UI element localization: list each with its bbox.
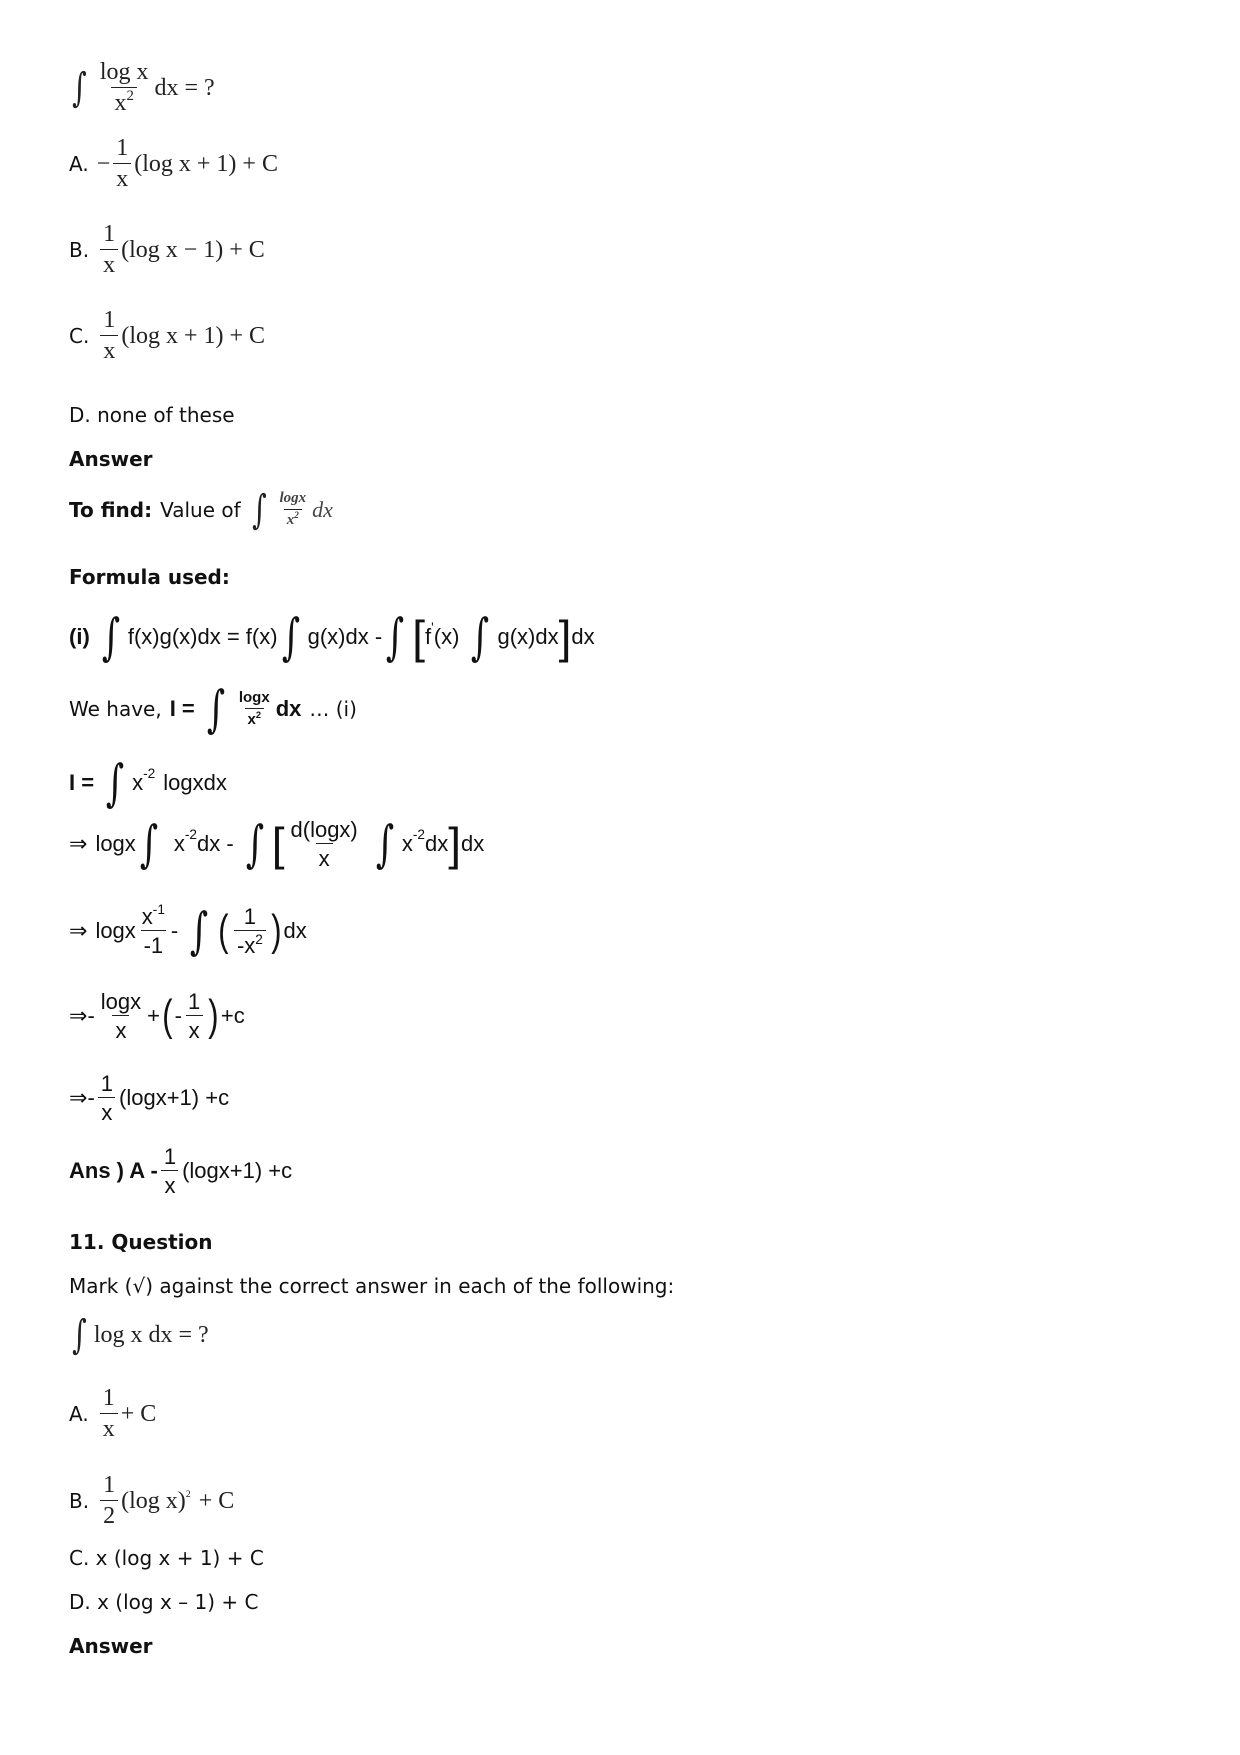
integral-sign: ∫ bbox=[281, 608, 300, 666]
q10-option-a: A. − $\frac{1}{x}$ (log x + 1) + C bbox=[69, 135, 278, 193]
q11-option-a: A. $\frac{1}{x}$ + C bbox=[69, 1385, 157, 1443]
step-5: ⇒ - $\frac{1}{x}$ (logx+1) +c bbox=[69, 1071, 230, 1126]
q11-option-b: B. $\frac{1}{2}$ (log x) 2 + C bbox=[69, 1472, 235, 1530]
q10-question-tail: dx = ? bbox=[154, 74, 215, 101]
integral-sign: ∫ bbox=[206, 680, 225, 738]
we-have-line: We have, I = ∫ $\frac{\log x}{x^2}$ dx … (i) bbox=[69, 680, 357, 738]
q11-answer-heading: Answer bbox=[69, 1634, 153, 1658]
integral-sign: ∫ bbox=[251, 487, 267, 533]
integral-sign: ∫ bbox=[139, 815, 158, 874]
integral-sign: ∫ bbox=[375, 815, 394, 874]
integral-sign: ∫ bbox=[245, 815, 264, 874]
integral-sign: ∫ bbox=[471, 608, 490, 666]
final-answer: Ans ) A - $\frac{1}{x}$ (logx+1) +c bbox=[69, 1144, 293, 1199]
q10-option-b: B. $\frac{1}{x}$ (log x − 1) + C bbox=[69, 221, 265, 279]
answer-heading: Answer bbox=[69, 447, 153, 471]
q11-question: ∫ log x dx = ? bbox=[72, 1312, 209, 1358]
integral-sign: ∫ bbox=[72, 65, 87, 112]
q10-option-c: C. $\frac{1}{x}$ (log x + 1) + C bbox=[69, 307, 266, 365]
step-1: I = ∫ x -2 logxdx bbox=[69, 754, 227, 812]
formula-heading: Formula used: bbox=[69, 565, 230, 589]
formula-line: (i) ∫ f(x)g(x)dx = f(x) ∫ g(x)dx - ∫ [ f ' (x) ∫ g(x)dx ] dx bbox=[69, 608, 595, 666]
step-4: ⇒ - $\frac{\log x}{x}$ + ( - $\frac{1}{x}$ ) +c bbox=[69, 989, 245, 1044]
integral-sign: ∫ bbox=[190, 902, 209, 961]
step-2: ⇒ logx ∫ x -2 dx - ∫ [ $\frac{d(\log x)}{x}$ ∫ x -2 dx ] dx bbox=[69, 815, 485, 874]
q11-instruction: Mark (√) against the correct answer in each of the following: bbox=[69, 1274, 675, 1298]
integral-sign: ∫ bbox=[72, 1312, 87, 1358]
q11-heading: 11. Question bbox=[69, 1230, 213, 1254]
q11-option-d: D. x (log x – 1) + C bbox=[69, 1590, 259, 1614]
to-find: To find: Value of ∫ $\frac{\log x}{x^2}$ dx bbox=[69, 487, 333, 533]
q10-option-d: D. none of these bbox=[69, 403, 235, 427]
integral-sign: ∫ bbox=[105, 754, 125, 812]
integral-sign: ∫ bbox=[386, 608, 405, 666]
q10-question bbox=[69, 60, 215, 116]
step-3: ⇒ logx $\frac{x^{-1}}{-1}$ - ∫ ( $\frac{1}{-x^2}$ ) dx bbox=[69, 902, 307, 961]
integral-sign: ∫ bbox=[101, 608, 120, 666]
q11-option-c: C. x (log x + 1) + C bbox=[69, 1546, 264, 1570]
q10-question-fraction: $\frac{\text{log x}}{x^2}$ bbox=[99, 59, 149, 117]
